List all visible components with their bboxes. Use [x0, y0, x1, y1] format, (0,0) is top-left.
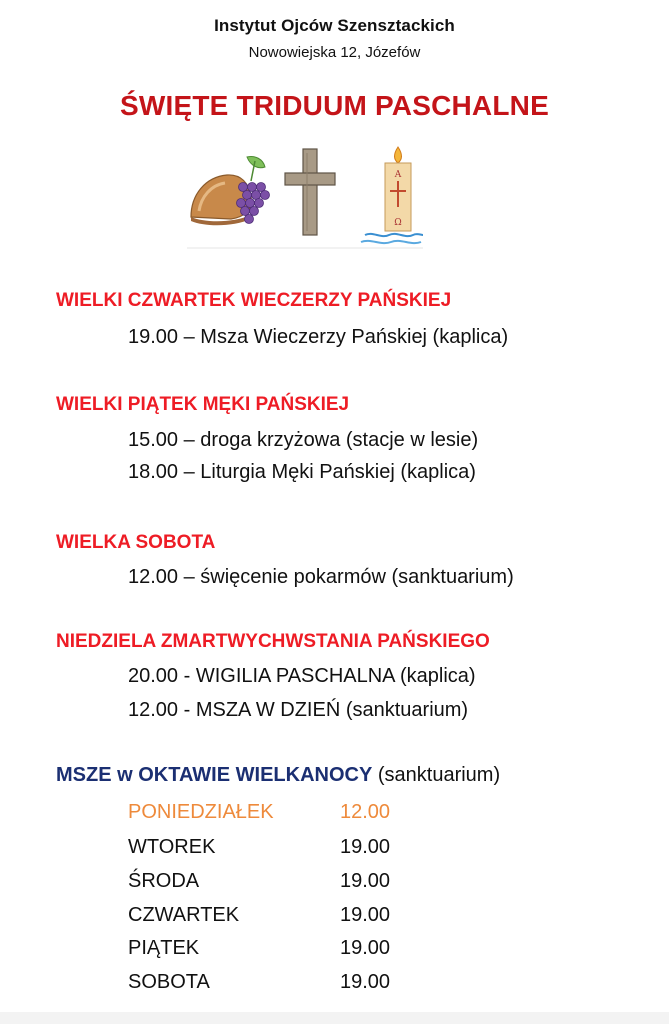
octave-day-friday: PIĄTEK: [128, 937, 200, 959]
octave-day-thursday: CZWARTEK: [128, 904, 240, 926]
schedule-entry: 18.00 – Liturgia Męki Pańskiej (kaplica): [128, 461, 476, 483]
octave-time-saturday: 19.00: [340, 971, 391, 993]
section-heading-holy-saturday: WIELKA SOBOTA: [56, 532, 216, 553]
octave-heading-location: (sanktuarium): [372, 764, 501, 786]
section-heading-good-friday: WIELKI PIĄTEK MĘKI PAŃSKIEJ: [56, 394, 350, 415]
organization-address: Nowowiejska 12, Józefów: [248, 44, 421, 61]
schedule-entry: 12.00 - MSZA W DZIEŃ (sanktuarium): [128, 699, 469, 721]
octave-time-tuesday: 19.00: [340, 836, 391, 858]
section-heading-easter-sunday: NIEDZIELA ZMARTWYCHWSTANIA PAŃSKIEGO: [56, 631, 490, 652]
octave-day-tuesday: WTOREK: [128, 836, 216, 858]
octave-time-wednesday: 19.00: [340, 870, 391, 892]
octave-time-thursday: 19.00: [340, 904, 391, 926]
octave-day-wednesday: ŚRODA: [128, 870, 200, 892]
bread-and-grapes-icon: [191, 156, 270, 225]
octave-heading-title: MSZE w OKTAWIE WIELKANOCY: [56, 764, 373, 786]
octave-time-monday: 12.00: [340, 801, 391, 823]
paschal-candle-icon: [361, 147, 423, 243]
section-heading-maundy-thursday: WIELKI CZWARTEK WIECZERZY PAŃSKIEJ: [56, 290, 452, 311]
candle-alpha-letter: A: [394, 170, 402, 180]
schedule-entry: 20.00 - WIGILIA PASCHALNA (kaplica): [128, 665, 476, 687]
schedule-entry: 19.00 – Msza Wieczerzy Pańskiej (kaplica): [128, 326, 509, 348]
candle-omega-letter: Ω: [394, 218, 402, 228]
octave-day-saturday: SOBOTA: [128, 971, 210, 993]
page-title: ŚWIĘTE TRIDUUM PASCHALNE: [120, 90, 549, 121]
schedule-entry: 12.00 – święcenie pokarmów (sanktuarium): [128, 566, 514, 588]
schedule-entry: 15.00 – droga krzyżowa (stacje w lesie): [128, 429, 479, 451]
page-bottom-edge: [0, 1012, 669, 1024]
octave-heading: [56, 764, 500, 787]
triduum-illustration: [185, 145, 425, 250]
cross-icon: [285, 149, 335, 235]
organization-name: Instytut Ojców Szensztackich: [214, 16, 455, 35]
octave-time-friday: 19.00: [340, 937, 391, 959]
octave-day-monday: PONIEDZIAŁEK: [128, 801, 274, 823]
